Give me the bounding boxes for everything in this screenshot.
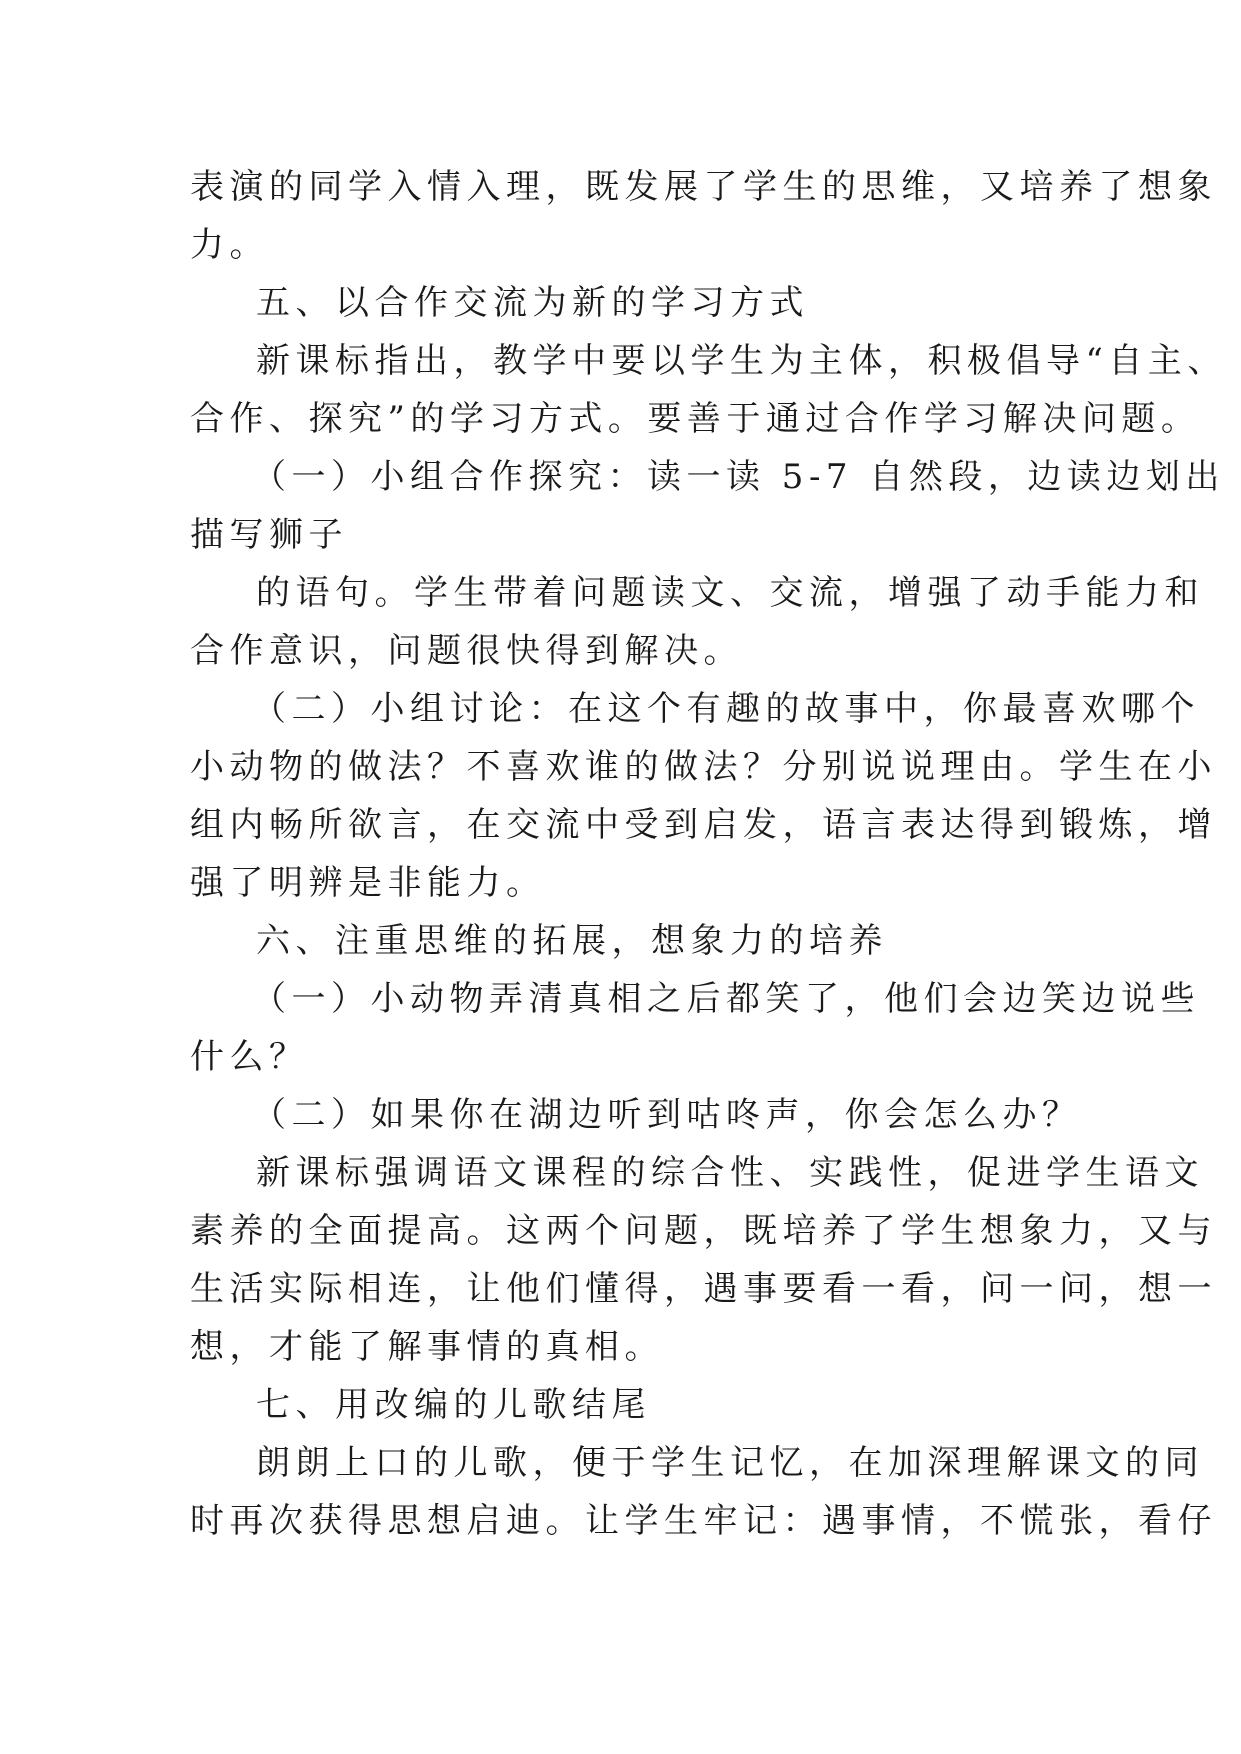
- paragraph-line: 描写狮子: [190, 515, 348, 555]
- section-heading: 七、用改编的儿歌结尾: [256, 1385, 651, 1425]
- paragraph-line: 力。: [190, 225, 269, 265]
- paragraph-line: 想，才能了解事情的真相。: [190, 1327, 664, 1367]
- paragraph-line: （二）小组讨论：在这个有趣的故事中，你最喜欢哪个: [252, 689, 1200, 729]
- section-heading: 五、以合作交流为新的学习方式: [256, 283, 809, 323]
- document-body: [190, 158, 1227, 1550]
- paragraph-line: （一）小动物弄清真相之后都笑了，他们会边笑边说些: [252, 979, 1200, 1019]
- paragraph-line: （二）如果你在湖边听到咕咚声，你会怎么办？: [252, 1095, 1082, 1135]
- paragraph-line: 表演的同学入情入理，既发展了学生的思维，又培养了想象: [190, 167, 1217, 207]
- paragraph-line: 时再次获得思想启迪。让学生牢记：遇事情，不慌张，看仔: [190, 1501, 1217, 1541]
- paragraph-line: 小动物的做法？不喜欢谁的做法？分别说说理由。学生在小: [190, 747, 1217, 787]
- paragraph-line: 素养的全面提高。这两个问题，既培养了学生想象力，又与: [190, 1211, 1217, 1251]
- paragraph-line: 强了明辨是非能力。: [190, 863, 546, 903]
- paragraph-line: 的语句。学生带着问题读文、交流，增强了动手能力和: [256, 573, 1204, 613]
- paragraph-line: 新课标指出，教学中要以学生为主体，积极倡导“自主、: [256, 341, 1227, 381]
- paragraph-line: 什么？: [190, 1037, 309, 1077]
- paragraph-line: 合作、探究”的学习方式。要善于通过合作学习解决问题。: [190, 399, 1201, 439]
- paragraph-line: 新课标强调语文课程的综合性、实践性，促进学生语文: [256, 1153, 1204, 1193]
- paragraph-line: （一）小组合作探究：读一读 5-7 自然段，边读边划出: [252, 457, 1225, 497]
- paragraph-line: 合作意识，问题很快得到解决。: [190, 631, 743, 671]
- paragraph-line: 组内畅所欲言，在交流中受到启发，语言表达得到锻炼，增: [190, 805, 1217, 845]
- paragraph-line: 生活实际相连，让他们懂得，遇事要看一看，问一问，想一: [190, 1269, 1217, 1309]
- paragraph-line: 朗朗上口的儿歌，便于学生记忆，在加深理解课文的同: [256, 1443, 1204, 1483]
- section-heading: 六、注重思维的拓展，想象力的培养: [256, 921, 888, 961]
